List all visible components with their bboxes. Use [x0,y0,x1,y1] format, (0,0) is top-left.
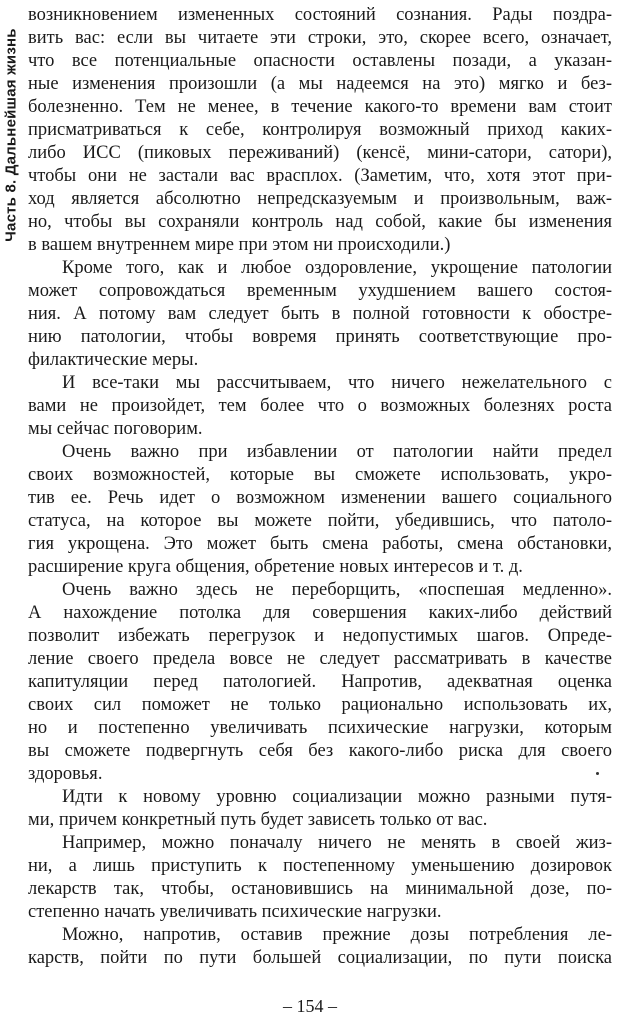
text-line: вами не произойдет, тем более что о возможных болезнях роста [28,396,612,416]
paragraph [28,257,612,372]
text-line: болезненно. Тем не менее, в течение какого-то времени вам стоит [28,97,612,117]
text-line: ные изменения произошли (а мы надеемся на это) мягко и без- [28,74,612,94]
text-line: но, чтобы вы сохраняли контроль над собой, какие бы изменения [28,212,612,232]
paragraph [28,4,612,257]
text-line: что все потенциальные опасности оставлены позади, а указан- [28,51,612,71]
text-line: вы сможете подвергнуть себя без какого-либо риска для своего [28,741,612,761]
text-line: возникновением измененных состояний сознания. Рады поздра- [28,5,612,25]
text-line: чтобы они не застали вас врасплох. (Заметим, что, хотя этот при- [28,166,612,186]
text-line: может сопровождаться временным ухудшением вашего состоя- [28,281,612,301]
paragraph [28,441,612,579]
text-line: мы сейчас поговорим. [28,419,203,439]
text-line: своих сил поможет не только рационально использовать их, [28,695,612,715]
paragraph [28,372,612,441]
text-line: расширение круга общения, обретение новых интересов и т. д. [28,557,523,577]
text-line: статуса, на которое вы можете пойти, убедившись, что патоло- [28,511,612,531]
text-line: тив ее. Речь идет о возможном изменении вашего социального [28,488,612,508]
text-line: ния. А потому вам следует быть в полной готовности к обостре- [28,304,612,324]
text-line: ми, причем конкретный путь будет зависеть только от вас. [28,810,488,830]
chapter-title: Часть 8. Дальнейшая жизнь [2,28,20,242]
text-line: карств, пойти по пути большей социализации, по пути поиска [28,948,612,968]
text-line: присматриваться к себе, контролируя возможный приход каких- [28,120,612,140]
text-line: но и постепенно увеличивать психические нагрузки, которым [28,718,612,738]
text-line: вить вас: если вы читаете эти строки, это, скорее всего, означает, [28,28,612,48]
text-line: степенно начать увеличивать психические нагрузки. [28,902,442,922]
paragraph [28,832,612,924]
text-line: Можно, напротив, оставив прежние дозы потребления ле- [62,925,612,945]
text-line: Очень важно здесь не переборщить, «поспешая медленно». [62,580,612,600]
text-line: нию патологии, чтобы вовремя принять соответствующие про- [28,327,612,347]
text-line: ни, а лишь приступить к постепенному уменьшению дозировок [28,856,612,876]
text-line: гия укрощена. Это может быть смена работы, смена обстановки, [28,534,612,554]
text-line: Например, можно поначалу ничего не менять в своей жиз- [62,833,612,853]
body-text [28,4,612,970]
running-header [0,0,22,270]
text-line: А нахождение потолка для совершения каких-либо действий [28,603,612,623]
text-line: капитуляции перед патологией. Напротив, адекватная оценка [28,672,612,692]
text-line: ление своего предела вовсе не следует рассматривать в качестве [28,649,612,669]
text-line: позволит избежать перегрузок и недопустимых шагов. Опреде- [28,626,612,646]
text-line: лекарств так, чтобы, остановившись на минимальной дозе, по- [28,879,612,899]
text-line: в вашем внутреннем мире при этом ни происходили.) [28,235,451,255]
paragraph [28,786,612,832]
paragraph [28,579,612,786]
text-line: своих возможностей, которые вы сможете использовать, укро- [28,465,612,485]
page-number: – 154 – [283,996,337,1016]
text-line: Кроме того, как и любое оздоровление, укрощение патологии [62,258,612,278]
print-speck [596,772,599,775]
text-line: здоровья. [28,764,103,784]
paragraph [28,924,612,970]
text-line: Идти к новому уровню социализации можно разными путя- [62,787,612,807]
text-line: филактические меры. [28,350,199,370]
text-line: Очень важно при избавлении от патологии найти предел [62,442,612,462]
text-line: ход является абсолютно непредсказуемым и произвольным, важ- [28,189,612,209]
text-line: И все-таки мы рассчитываем, что ничего нежелательного с [62,373,612,393]
text-line: либо ИСС (пиковых переживаний) (кенсё, мини-сатори, сатори), [28,143,612,163]
